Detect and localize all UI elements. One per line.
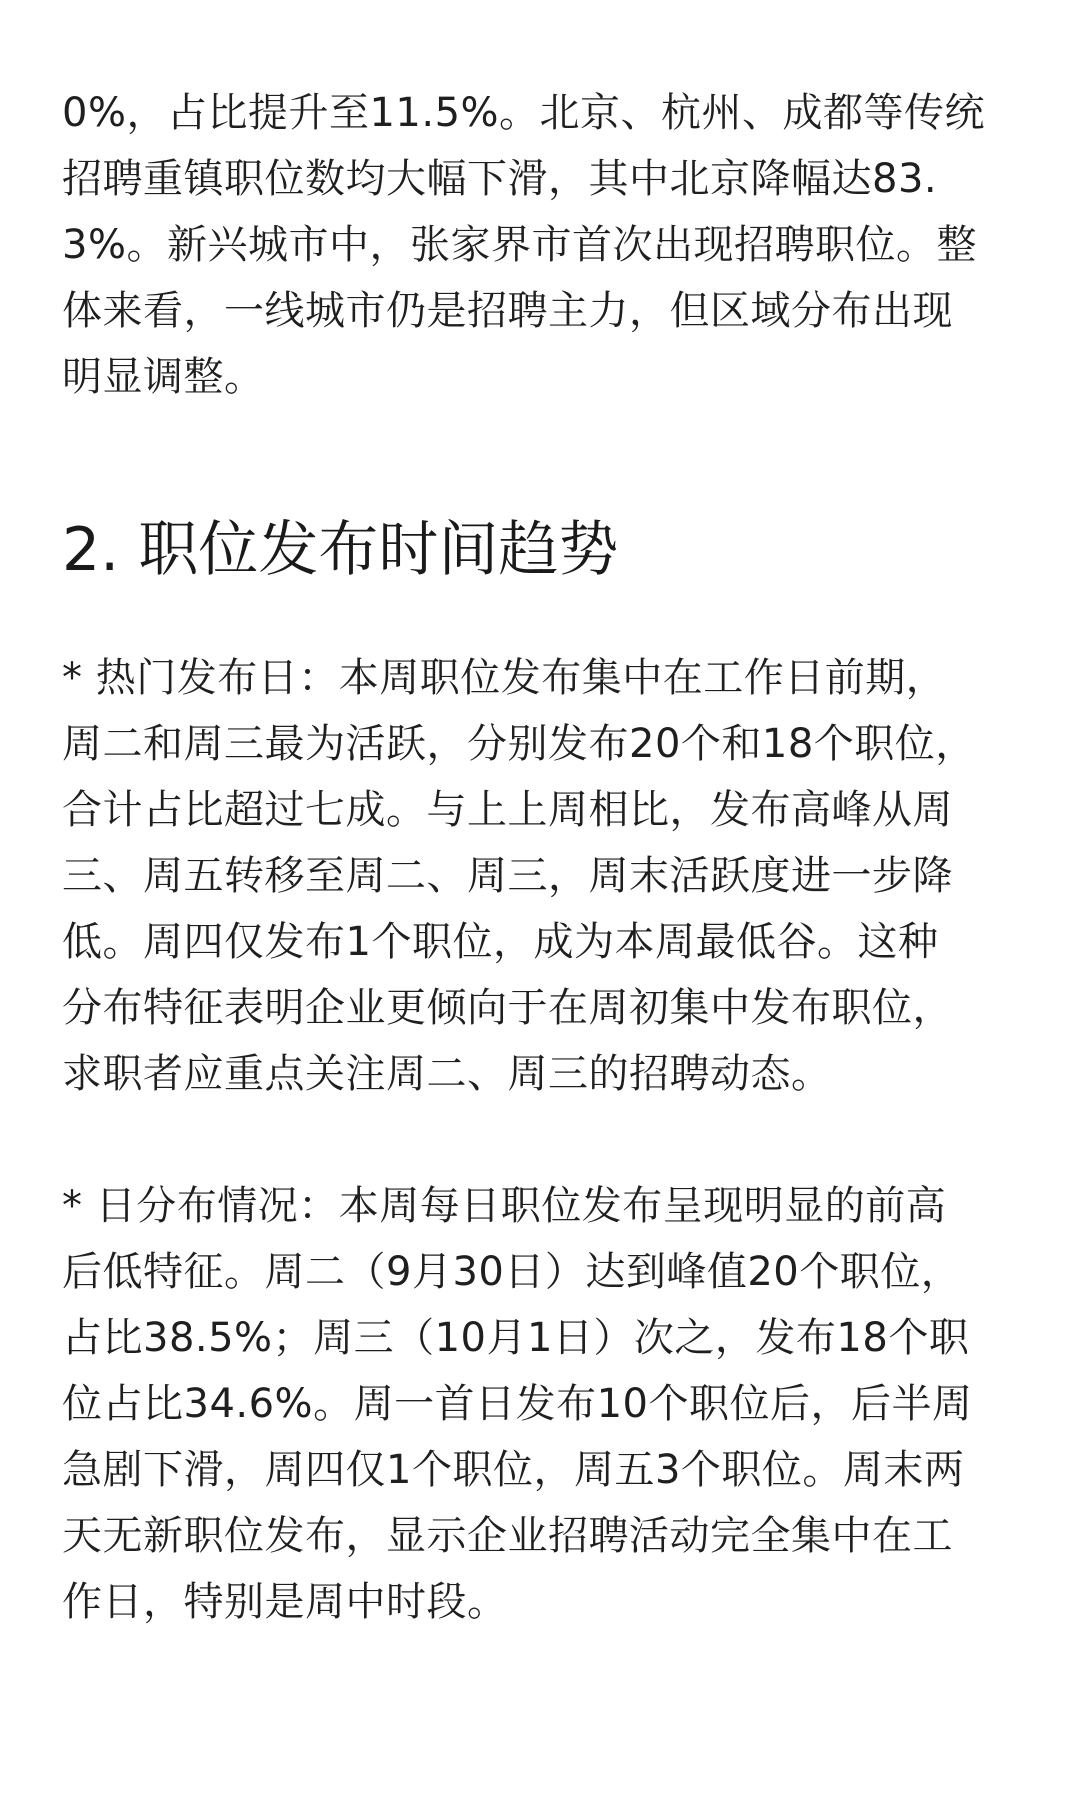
bullet-daily-distribution [62,1173,1030,1635]
text-line: 求职者应重点关注周二、周三的招聘动态。 [62,1051,832,1097]
text-line: 天无新职位发布，显示企业招聘活动完全集中在工 [62,1513,953,1559]
text-line: 低。周四仅发布1个职位，成为本周最低谷。这种 [62,919,939,965]
text-line: 分布特征表明企业更倾向于在周初集中发布职位， [62,985,953,1031]
text-line: 作日，特别是周中时段。 [62,1579,508,1625]
text-line: * 热门发布日：本周职位发布集中在工作日前期， [62,655,947,701]
text-line: 0%，占比提升至11.5%。北京、杭州、成都等传统 [62,90,986,136]
text-line: 招聘重镇职位数均大幅下滑，其中北京降幅达83. [62,156,938,202]
text-line: 体来看，一线城市仍是招聘主力，但区域分布出现 [62,288,953,334]
text-line: 后低特征。周二（9月30日）达到峰值20个职位， [62,1249,962,1295]
section-heading: 2. 职位发布时间趋势 [62,515,619,585]
bullet-hot-days [62,645,1030,1107]
text-line: * 日分布情况：本周每日职位发布呈现明显的前高 [62,1183,947,1229]
intro-paragraph [62,80,1030,410]
text-line: 占比38.5%；周三（10月1日）次之，发布18个职 [62,1315,970,1361]
text-line: 3%。新兴城市中，张家界市首次出现招聘职位。整 [62,222,977,268]
text-line: 三、周五转移至周二、周三，周末活跃度进一步降 [62,853,953,899]
text-line: 急剧下滑，周四仅1个职位，周五3个职位。周末两 [62,1447,965,1493]
text-line: 周二和周三最为活跃，分别发布20个和18个职位， [62,721,976,767]
text-line: 明显调整。 [62,354,265,400]
text-line: 位占比34.6%。周一首日发布10个职位后，后半周 [62,1381,973,1427]
text-line: 合计占比超过七成。与上上周相比，发布高峰从周 [62,787,953,833]
